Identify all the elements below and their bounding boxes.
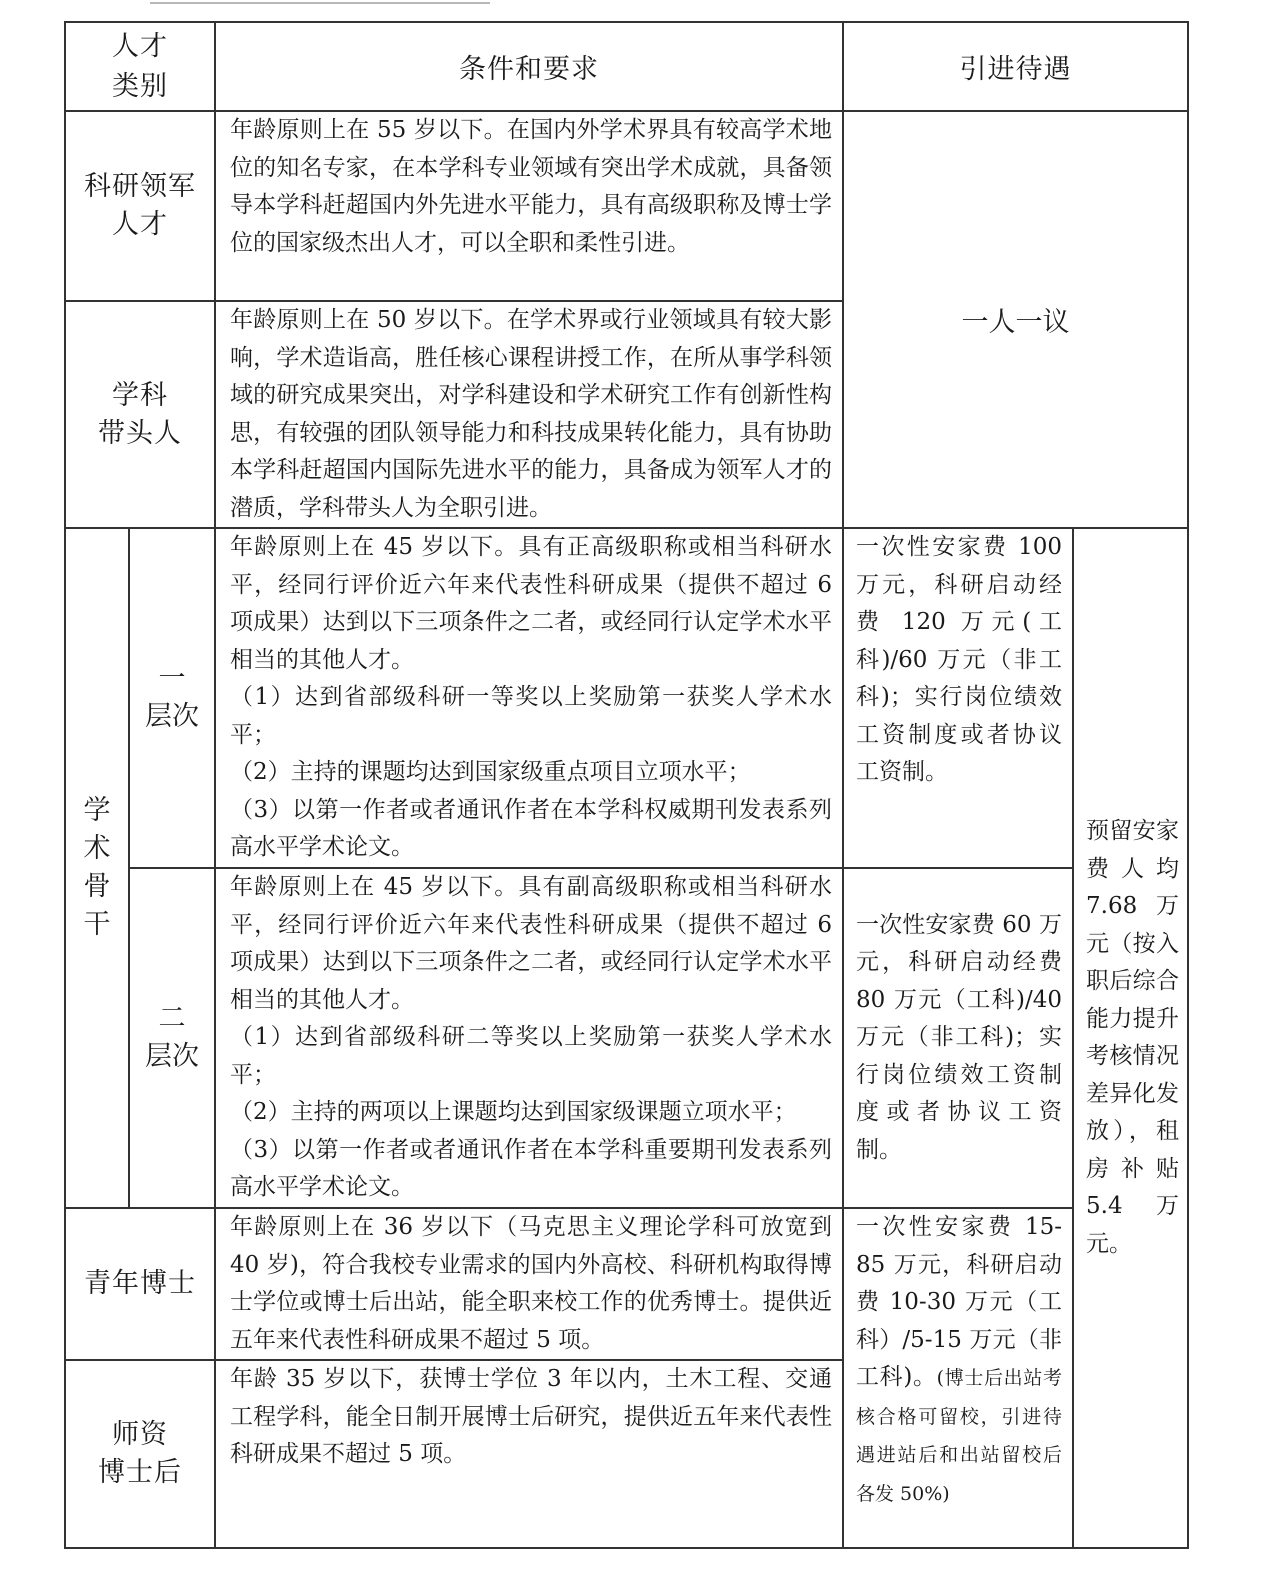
level1-label: 一 层次 (129, 528, 215, 868)
benefit-level1: 一次性安家费 100 万元，科研启动经费 120 万元(工科)/60 万元（非工科)；实行岗位绩效工资制度或者协议工资制。 (843, 528, 1073, 868)
row-young-phd (65, 1208, 1188, 1360)
benefit-phd-note: (博士后出站考核合格可留校，引进待遇进站后和出站留校后各发 50%) (856, 1367, 1062, 1505)
benefit-shared-allowance: 预留安家费人均 7.68 万元（按入职后综合能力提升考核情况差异化发放），租房补贴 5.4 万元。 (1073, 528, 1188, 1548)
category-academic-backbone: 学 术 骨 干 (65, 528, 129, 1208)
level1-item-1: （1）达到省部级科研一等奖以上奖励第一获奖人学术水平； (230, 684, 832, 748)
level2-item-2: （2）主持的两项以上课题均达到国家级课题立项水平； (230, 1099, 797, 1125)
conditions-young-phd: 年龄原则上在 36 岁以下（马克思主义理论学科可放宽到 40 岁)，符合我校专业需求的国内外高校、科研机构取得博士学位或博士后出站，能全职来校工作的优秀博士。提供近五年来代表性科研成果不超过 5 项。 (215, 1208, 843, 1360)
talent-introduction-table (64, 21, 1189, 1549)
header-row (65, 22, 1188, 111)
benefit-phd-main: 一次性安家费 15-85 万元，科研启动费 10-30 万元（工科）/5-15 万元（非工科)。 (856, 1214, 1062, 1390)
conditions-postdoc: 年龄 35 岁以下，获博士学位 3 年以内，土木工程、交通工程学科，能全日制开展博士后研究，提供近五年来代表性科研成果不超过 5 项。 (215, 1360, 843, 1548)
benefit-level2: 一次性安家费 60 万元，科研启动经费 80 万元（工科)/40 万元（非工科)；实行岗位绩效工资制度或者协议工资制。 (843, 868, 1073, 1208)
category-postdoc: 师资 博士后 (65, 1360, 215, 1548)
level2-item-3: （3）以第一作者或者通讯作者在本学科重要期刊发表系列高水平学术论文。 (230, 1136, 832, 1200)
row-backbone-level2 (65, 868, 1188, 1208)
header-benefits: 引进待遇 (843, 22, 1188, 111)
conditions-level2: 年龄原则上在 45 岁以下。具有副高级职称或相当科研水平，经同行评价近六年来代表性科研成果（提供不超过 6 项成果）达到以下三项条件之二者，或经同行认定学术水平相当的其他人才。 （1）达到省部级科研二等奖以上奖励第一获奖人学术水平； （2）主持的两项以上课题均达到国家级课题立项水平； （3）以第一作者或者通讯作者在本学科重要期刊发表系列高水平学术论文。 (215, 868, 843, 1208)
level1-item-3: （3）以第一作者或者通讯作者在本学科权威期刊发表系列高水平学术论文。 (230, 796, 832, 860)
conditions-level1: 年龄原则上在 45 岁以下。具有正高级职称或相当科研水平，经同行评价近六年来代表性科研成果（提供不超过 6 项成果）达到以下三项条件之二者，或经同行认定学术水平相当的其他人才。 （1）达到省部级科研一等奖以上奖励第一获奖人学术水平； （2）主持的课题均达到国家级重点项目立项水平； （3）以第一作者或者通讯作者在本学科权威期刊发表系列高水平学术论文。 (215, 528, 843, 868)
conditions-discipline-head: 年龄原则上在 50 岁以下。在学术界或行业领域具有较大影响，学术造诣高，胜任核心课程讲授工作，在所从事学科领域的研究成果突出，对学科建设和学术研究工作有创新性构思，有较强的团队领导能力和科技成果转化能力，具有协助本学科赶超国内国际先进水平的能力，具备成为领军人才的潜质，学科带头人为全职引进。 (215, 301, 843, 528)
level1-item-2: （2）主持的课题均达到国家级重点项目立项水平； (230, 759, 751, 785)
row-research-leader (65, 111, 1188, 301)
conditions-research-leader: 年龄原则上在 55 岁以下。在国内外学术界具有较高学术地位的知名专家，在本学科专业领域有突出学术成就，具备领导本学科赶超国内外先进水平能力，具有高级职称及博士学位的国家级杰出人才，可以全职和柔性引进。 (215, 111, 843, 301)
category-research-leader: 科研领军 人才 (65, 111, 215, 301)
category-young-phd: 青年博士 (65, 1208, 215, 1360)
benefit-phd-postdoc (843, 1208, 1073, 1548)
header-category: 人才 类别 (65, 22, 215, 111)
header-conditions: 条件和要求 (215, 22, 843, 111)
benefit-case-by-case: 一人一议 (843, 111, 1188, 528)
category-discipline-head: 学科 带头人 (65, 301, 215, 528)
level2-item-1: （1）达到省部级科研二等奖以上奖励第一获奖人学术水平； (230, 1024, 832, 1088)
cropped-heading-remnant (150, 0, 490, 4)
level2-label: 二 层次 (129, 868, 215, 1208)
row-backbone-level1 (65, 528, 1188, 868)
